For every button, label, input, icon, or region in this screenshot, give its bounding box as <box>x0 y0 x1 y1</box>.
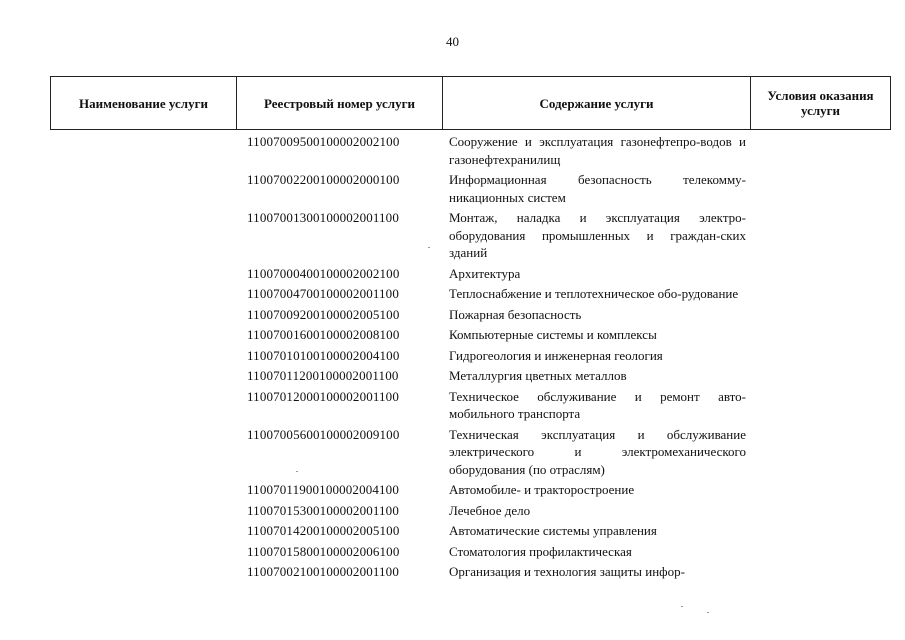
services-list <box>0 132 905 583</box>
service-content: Лечебное дело <box>449 502 531 518</box>
service-content: Гидрогеология и инженерная геология <box>449 347 663 363</box>
registry-number: 11007002200100002000100 <box>247 172 400 187</box>
registry-number: 11007005600100002009100 <box>247 426 400 442</box>
scan-speck <box>296 471 298 472</box>
registry-number: 11007004700100002001100 <box>247 286 399 301</box>
table-row <box>0 264 905 285</box>
table-row <box>0 501 905 522</box>
table-row <box>0 305 905 326</box>
table-row <box>0 208 905 264</box>
header-service-content: Содержание услуги <box>443 77 751 130</box>
service-content: Техническое обслуживание и ремонт авто-мобильного транспорта <box>449 388 746 421</box>
service-content: Стоматология профилактическая <box>449 543 632 559</box>
service-content: Автомобиле- и тракторостроение <box>449 482 635 497</box>
service-content: Информационная безопасность телекомму-никационных систем <box>449 172 746 205</box>
service-content: Техническая эксплуатация и обслуживание электрического и электромеханического оборудования (по отраслям) <box>449 426 746 477</box>
table-row <box>0 170 905 208</box>
registry-number: 11007015800100002006100 <box>247 543 400 559</box>
table-row <box>0 346 905 367</box>
service-content: Автоматические системы управления <box>449 523 657 538</box>
registry-number: 11007011200100002001100 <box>247 368 399 383</box>
table-row <box>0 542 905 563</box>
registry-number: 11007009500100002002100 <box>247 134 400 149</box>
registry-number: 11007015300100002001100 <box>247 502 399 518</box>
scan-speck <box>707 612 709 613</box>
page-number: 40 <box>446 34 459 49</box>
registry-number: 11007010100100002004100 <box>247 347 400 363</box>
service-content: Теплоснабжение и теплотехническое обо-рудование <box>449 286 739 301</box>
table-row <box>0 480 905 501</box>
table-row <box>0 366 905 387</box>
service-content: Монтаж, наладка и эксплуатация электро-оборудования промышленных и граждан-ских зданий <box>449 210 746 260</box>
registry-number: 11007000400100002002100 <box>247 265 400 281</box>
registry-number: 11007001300100002001100 <box>247 210 399 225</box>
registry-number: 11007009200100002005100 <box>247 306 400 322</box>
service-content: Организация и технология защиты инфор- <box>449 564 685 579</box>
table-row <box>0 562 905 583</box>
table-row <box>0 387 905 425</box>
registry-number: 11007014200100002005100 <box>247 523 400 538</box>
scan-speck <box>428 247 430 248</box>
table-row <box>0 132 905 170</box>
registry-number: 11007012000100002001100 <box>247 388 399 404</box>
service-content: Архитектура <box>449 265 521 281</box>
services-table-header <box>50 76 891 130</box>
registry-number: 11007002100100002001100 <box>247 564 399 579</box>
registry-number: 11007011900100002004100 <box>247 482 399 497</box>
table-row <box>0 521 905 542</box>
table-row <box>0 425 905 481</box>
header-service-conditions: Условия оказания услуги <box>751 77 891 130</box>
service-content: Металлургия цветных металлов <box>449 368 627 383</box>
service-content: Сооружение и эксплуатация газонефтепро-водов и газонефтехранилищ <box>449 134 746 167</box>
header-service-name: Наименование услуги <box>51 77 237 130</box>
header-registry-number: Реестровый номер услуги <box>237 77 443 130</box>
table-row <box>0 284 905 305</box>
service-content: Пожарная безопасность <box>449 306 582 322</box>
scan-speck <box>681 606 683 607</box>
registry-number: 11007001600100002008100 <box>247 327 400 342</box>
service-content: Компьютерные системы и комплексы <box>449 327 657 342</box>
table-row <box>0 325 905 346</box>
